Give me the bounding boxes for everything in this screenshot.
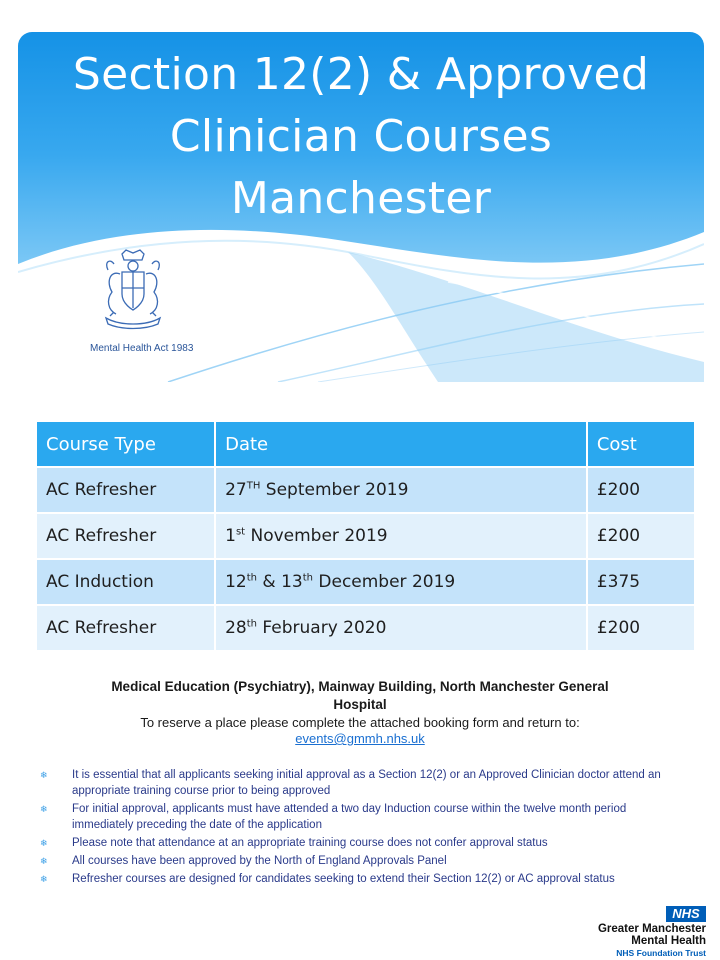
royal-coat-of-arms-icon <box>100 248 166 332</box>
list-item: ❄ Please note that attendance at an appropriate training course does not confer approval status <box>40 837 548 849</box>
page-title <box>18 44 704 230</box>
notes-list <box>38 767 688 889</box>
crest-caption: Mental Health Act 1983 <box>90 343 194 354</box>
course-schedule-table <box>37 422 696 652</box>
venue-address <box>80 678 640 714</box>
trust-name: Greater Manchester Mental Health NHS Foundation Trust <box>597 923 706 958</box>
email-link[interactable]: events@gmmh.nhs.uk <box>295 731 425 746</box>
snowflake-bullet-icon: ❄ <box>40 856 48 866</box>
table-header-row <box>37 422 695 467</box>
cell-date: 27TH September 2019 <box>215 467 587 513</box>
title-line-3: Manchester <box>230 173 492 224</box>
cell-course-type: AC Refresher <box>37 513 215 559</box>
cell-date: 1st November 2019 <box>215 513 587 559</box>
snowflake-bullet-icon: ❄ <box>40 804 48 814</box>
cell-course-type: AC Induction <box>37 559 215 605</box>
list-item: ❄ It is essential that all applicants seeking initial approval as a Section 12(2) or an Approved Clinician doctor attend an appropriate training course prior to being approved <box>40 769 661 797</box>
cell-date: 12th & 13th December 2019 <box>215 559 587 605</box>
cell-cost: £375 <box>587 559 695 605</box>
table-row <box>37 467 695 513</box>
cell-cost: £200 <box>587 467 695 513</box>
nhs-logo: NHS <box>666 906 706 922</box>
snowflake-bullet-icon: ❄ <box>40 838 48 848</box>
cell-course-type: AC Refresher <box>37 605 215 651</box>
title-line-2: Clinician Courses <box>169 111 553 162</box>
title-line-1: Section 12(2) & Approved <box>72 49 650 100</box>
table-row <box>37 605 695 651</box>
column-header-cost: Cost <box>587 422 695 467</box>
cell-date: 28th February 2020 <box>215 605 587 651</box>
list-item: ❄ All courses have been approved by the North of England Approvals Panel <box>40 855 447 867</box>
cell-course-type: AC Refresher <box>37 467 215 513</box>
list-item: ❄ For initial approval, applicants must have attended a two day Induction course within the twelve month period immediately preceding the date of the application <box>40 803 627 831</box>
column-header-date: Date <box>215 422 587 467</box>
snowflake-bullet-icon: ❄ <box>40 874 48 884</box>
reserve-instructions: To reserve a place please complete the attached booking form and return to: <box>140 715 580 730</box>
table-row <box>37 559 695 605</box>
snowflake-bullet-icon: ❄ <box>40 770 48 780</box>
column-header-course-type: Course Type <box>37 422 215 467</box>
venue-line-2: Hospital <box>333 697 387 712</box>
venue-line-1: Medical Education (Psychiatry), Mainway Building, North Manchester General <box>111 679 609 694</box>
list-item: ❄ Refresher courses are designed for candidates seeking to extend their Section 12(2) or AC approval status <box>40 873 615 885</box>
cell-cost: £200 <box>587 513 695 559</box>
cell-cost: £200 <box>587 605 695 651</box>
table-row <box>37 513 695 559</box>
